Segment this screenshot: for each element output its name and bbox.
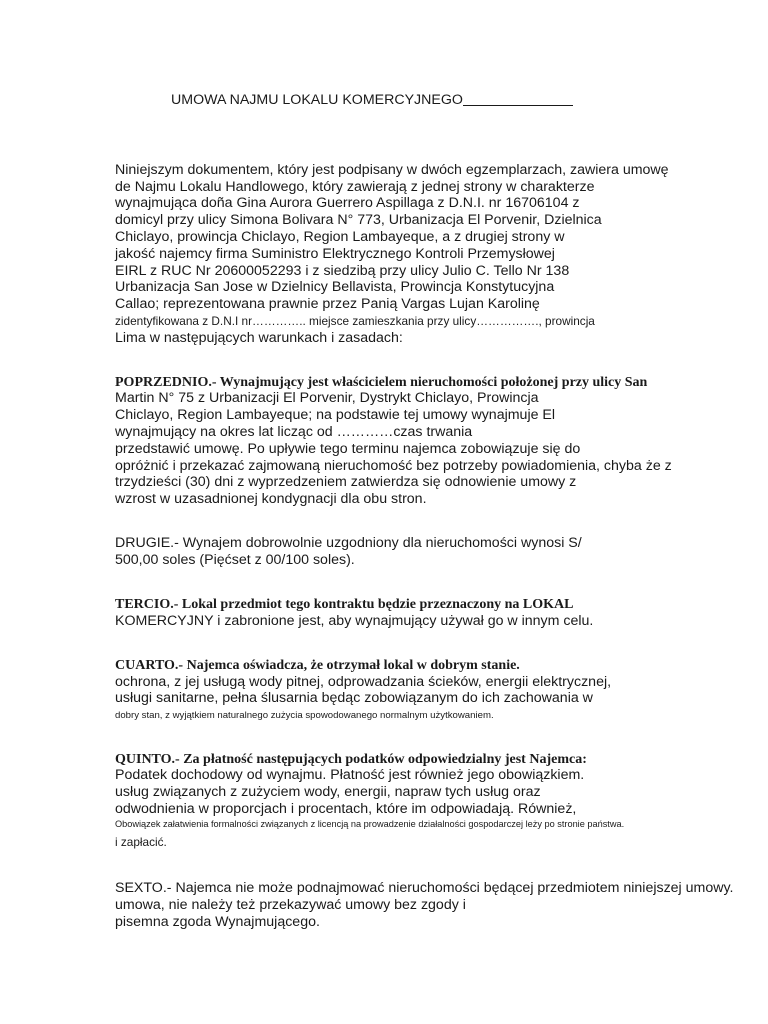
clause-sixth-line-3: pisemna zgoda Wynajmującego. bbox=[115, 914, 320, 930]
clause-sixth-line-1: SEXTO.- Najemca nie może podnajmować nieruchomości będącej przedmiotem niniejszej umowy. bbox=[115, 880, 734, 896]
intro-line-3: wynajmująca doña Gina Aurora Guerrero Aspillaga z D.N.I. nr 16706104 z bbox=[115, 195, 580, 211]
intro-line-7: EIRL z RUC Nr 20600052293 i z siedzibą przy ulicy Julio C. Tello Nr 138 bbox=[115, 263, 570, 279]
intro-line-2: de Najmu Lokalu Handlowego, który zawierają z jednej strony w charakterze bbox=[115, 179, 595, 195]
clause-fourth-heading: CUARTO.- Najemca oświadcza, że otrzymał lokal w dobrym stanie. bbox=[115, 658, 520, 673]
intro-line-9: Callao; reprezentowana prawnie przez Panią Vargas Lujan Karolinę bbox=[115, 296, 540, 312]
intro-line-6: jakość najemcy firma Suministro Elektrycznego Kontroli Przemysłowej bbox=[115, 246, 555, 262]
clause-fifth-line-3: usług związanych z zużyciem wody, energii, napraw tych usług oraz bbox=[115, 784, 541, 800]
clause-fifth-line-6: i zapłacić. bbox=[115, 835, 167, 849]
clause-third-line-2: KOMERCYJNY i zabronione jest, aby wynajmujący używał go w innym celu. bbox=[115, 613, 594, 629]
intro-line-5: Chiclayo, prowincja Chiclayo, Region Lambayeque, a z drugiej strony w bbox=[115, 229, 565, 245]
title-underline bbox=[463, 92, 573, 106]
clause-first-heading: POPRZEDNIO.- Wynajmujący jest właścicielem nieruchomości położonej przy ulicy San bbox=[115, 375, 648, 390]
clause-first-line-6: opróżnić i przekazać zajmowaną nieruchomość bez potrzeby powiadomienia, chyba że z bbox=[115, 458, 672, 474]
clause-first-line-8: wzrost w uzasadnionej kondygnacji dla obu stron. bbox=[115, 491, 427, 507]
intro-line-10: zidentyfikowana z D.N.I nr………….. miejsce zamieszkania przy ulicy……………., prowincja bbox=[115, 314, 595, 328]
clause-fifth-heading: QUINTO.- Za płatność następujących podatków odpowiedzialny jest Najemca: bbox=[115, 752, 587, 767]
document-title bbox=[171, 92, 573, 109]
clause-first-line-5: przedstawić umowę. Po upływie tego terminu najemca zobowiązuje się do bbox=[115, 441, 581, 457]
intro-line-8: Urbanizacja San Jose w Dzielnicy Bellavista, Prowincja Konstytucyjna bbox=[115, 279, 555, 295]
clause-first-line-3: Chiclayo, Region Lambayeque; na podstawie tej umowy wynajmuje El bbox=[115, 407, 556, 423]
clause-second-line-1: DRUGIE.- Wynajem dobrowolnie uzgodniony dla nieruchomości wynosi S/ bbox=[115, 535, 582, 551]
document-title-text: UMOWA NAJMU LOKALU KOMERCYJNEGO bbox=[171, 92, 463, 108]
clause-second-line-2: 500,00 soles (Pięćset z 00/100 soles). bbox=[115, 552, 355, 568]
clause-fourth-line-4: dobry stan, z wyjątkiem naturalnego zużycia spowodowanego normalnym użytkowaniem. bbox=[115, 710, 494, 721]
clause-fifth-line-5: Obowiązek załatwienia formalności związanych z licencją na prowadzenie działalności gospodarczej leży po stronie państwa. bbox=[115, 819, 625, 829]
clause-first-line-7: trzydzieści (30) dni z wyprzedzeniem zatwierdza się odnowienie umowy z bbox=[115, 474, 577, 490]
clause-third-heading: TERCIO.- Lokal przedmiot tego kontraktu będzie przeznaczony na LOKAL bbox=[115, 597, 574, 612]
intro-line-1: Niniejszym dokumentem, który jest podpisany w dwóch egzemplarzach, zawiera umowę bbox=[115, 162, 669, 178]
intro-line-4: domicyl przy ulicy Simona Bolivara N° 773, Urbanizacja El Porvenir, Dzielnica bbox=[115, 212, 602, 228]
clause-fourth-line-2: ochrona, z jej usługą wody pitnej, odprowadzania ścieków, energii elektrycznej, bbox=[115, 674, 612, 690]
intro-line-11: Lima w następujących warunkach i zasadach: bbox=[115, 330, 403, 346]
clause-fifth-line-4: odwodnienia w proporcjach i procentach, które im odpowiadają. Również, bbox=[115, 801, 577, 817]
clause-fourth-line-3: usługi sanitarne, pełna ślusarnia będąc zobowiązanym do ich zachowania w bbox=[115, 690, 593, 706]
clause-fifth-line-2: Podatek dochodowy od wynajmu. Płatność jest również jego obowiązkiem. bbox=[115, 767, 585, 783]
clause-first-line-4: wynajmujący na okres lat licząc od …………czas trwania bbox=[115, 424, 473, 440]
clause-sixth-line-2: umowa, nie należy też przekazywać umowy bez zgody i bbox=[115, 897, 466, 913]
clause-first-line-2: Martin N° 75 z Urbanizacji El Porvenir, Dystrykt Chiclayo, Prowincja bbox=[115, 390, 539, 406]
